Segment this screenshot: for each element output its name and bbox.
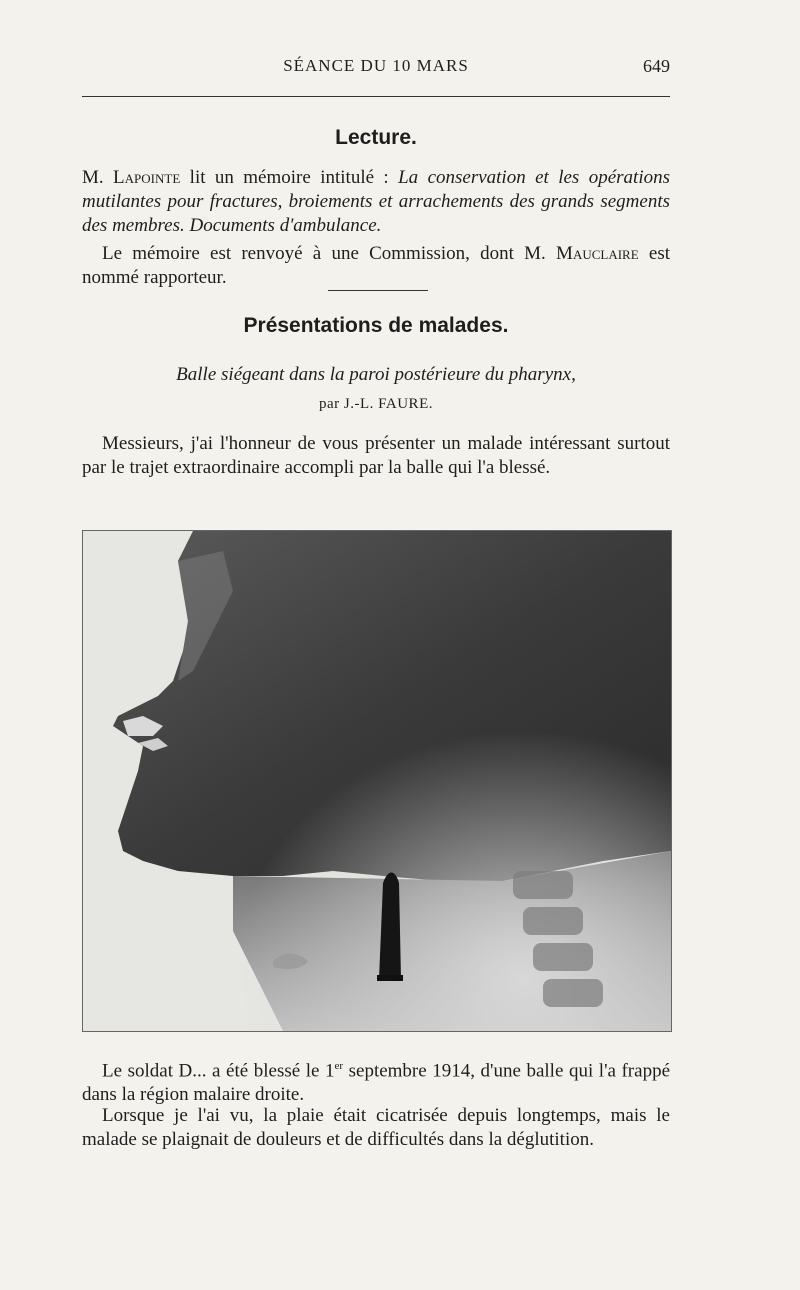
memoir-title: La conservation et les opérations mutilantes pour fractures, broiements et arrachements des grands segments des membres. Documents d'ambulance. <box>82 167 670 236</box>
commission-paragraph <box>82 242 670 290</box>
presentations-heading: Présentations de malades. <box>243 314 509 337</box>
case-paragraph-2: Lorsque je l'ai vu, la plaie était cicatrisée depuis longtemps, mais le malade se plaignait de douleurs et de difficultés dans la déglutition. <box>82 1105 670 1150</box>
case-author: par J.-L. FAURE. <box>319 396 433 412</box>
intro-paragraph: Messieurs, j'ai l'honneur de vous présenter un malade intéressant surtout par le trajet extraordinaire accompli par la balle qui l'a blessé. <box>82 433 670 478</box>
running-title: SÉANCE DU 10 MARS <box>283 56 469 75</box>
commission-text: Le mémoire est renvoyé à une Commission, dont M. <box>102 243 557 264</box>
header-rule <box>82 96 670 97</box>
page-number: 649 <box>643 56 670 76</box>
case-text-b: septembre 1914, d'une balle qui l'a frappé dans la région malaire droite. <box>82 1060 670 1106</box>
running-header <box>82 56 670 82</box>
xray-image <box>82 530 672 1032</box>
rapporteur-name: Mauclaire <box>556 243 639 264</box>
case-title: Balle siégeant dans la paroi postérieure du pharynx, <box>176 364 576 385</box>
section-divider <box>328 290 428 291</box>
case-text-a: Le soldat D... a été blessé le 1 <box>102 1060 335 1082</box>
speaker-prefix: M. <box>82 167 114 188</box>
case-paragraph-1 <box>82 1054 670 1107</box>
commission-text-end: est nommé rapporteur. <box>82 243 671 288</box>
lecture-paragraph <box>82 166 670 238</box>
speaker-name: Lapointe <box>113 167 181 188</box>
xray-illustration <box>83 531 671 1031</box>
ordinal-suffix: er <box>334 1060 344 1072</box>
lecture-heading: Lecture. <box>335 126 417 149</box>
lecture-text: lit un mémoire intitulé : <box>180 167 399 188</box>
